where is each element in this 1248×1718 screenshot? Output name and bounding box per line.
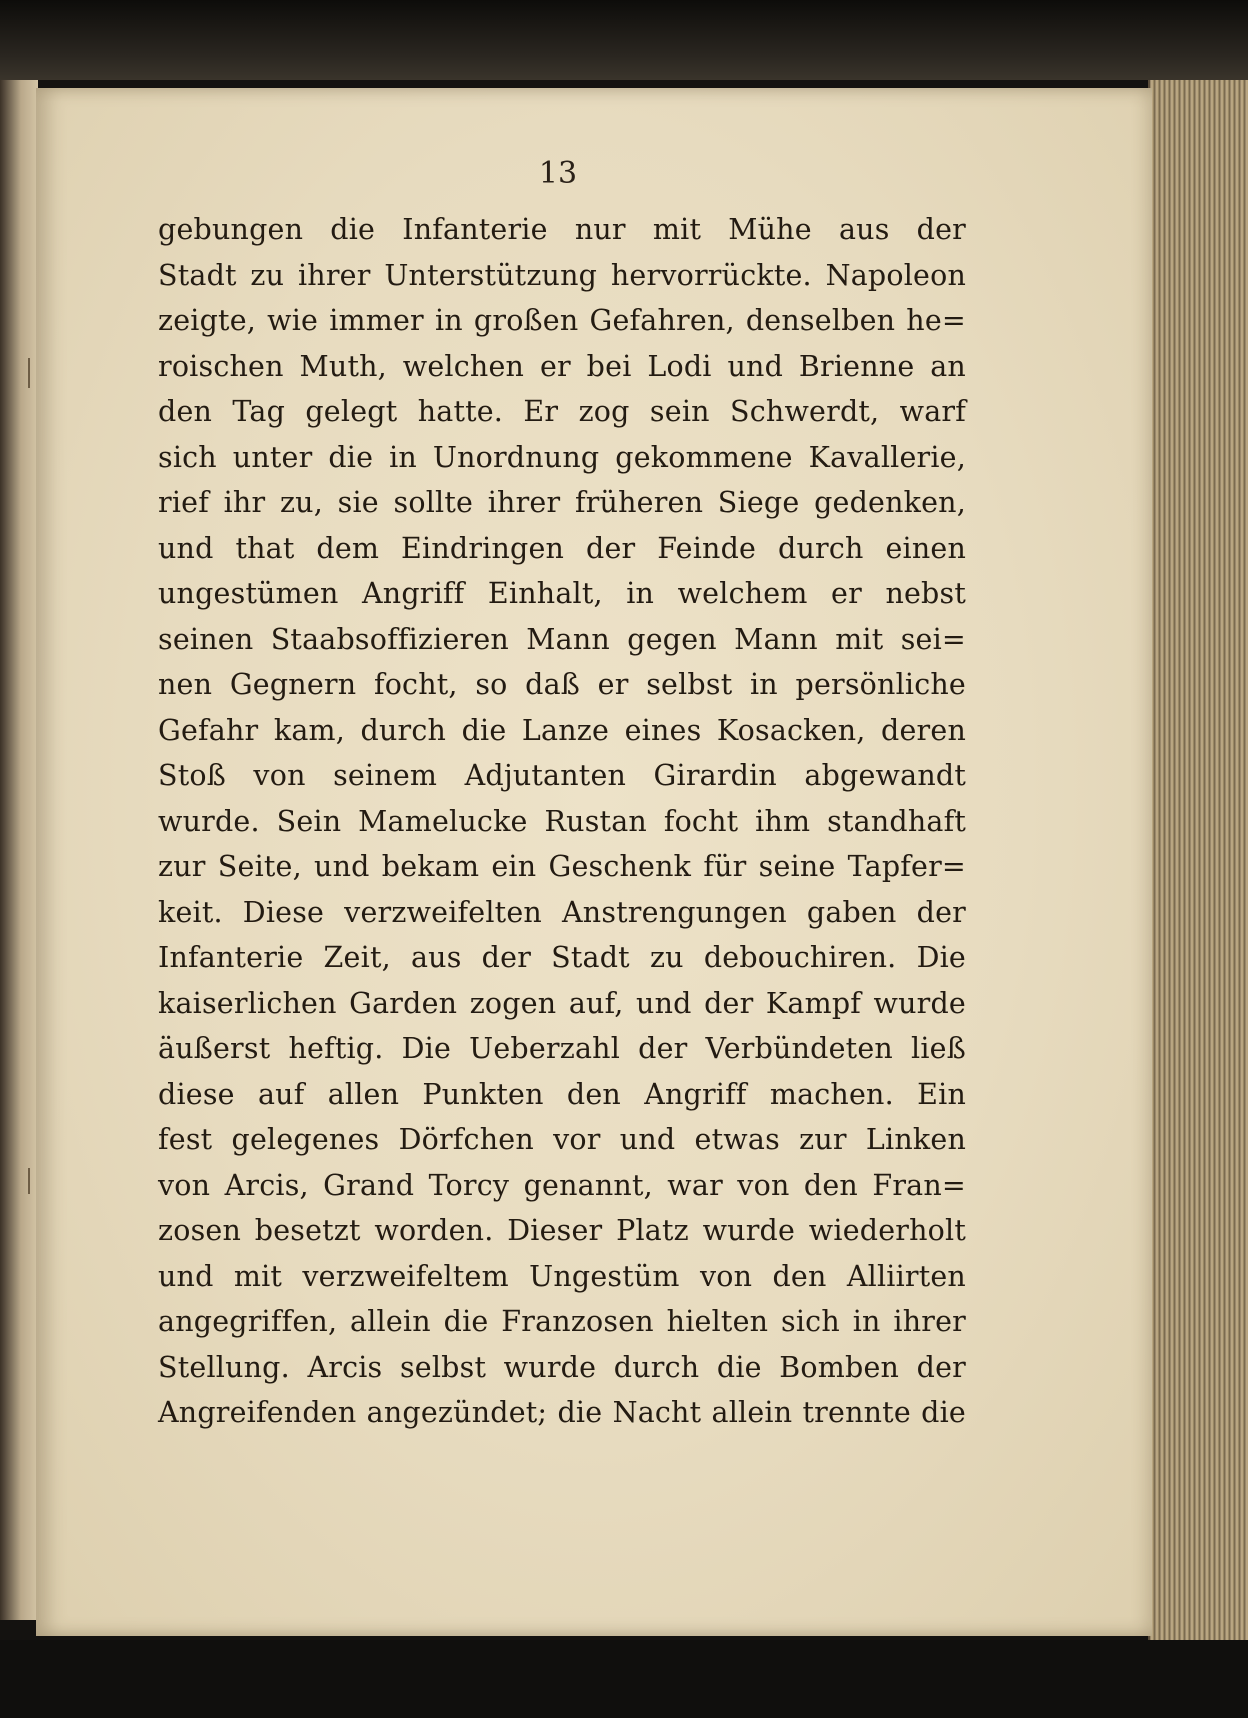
text-line: zeigte, wie immer in großen Gefahren, denselben he= xyxy=(158,304,966,337)
text-line: Infanterie Zeit, aus der Stadt zu debouchiren. Die xyxy=(158,941,966,974)
text-line: Stoß von seinem Adjutanten Girardin abgewandt xyxy=(158,759,966,792)
text-line: von Arcis, Grand Torcy genannt, war von den Fran= xyxy=(158,1168,966,1202)
margin-mark xyxy=(28,358,30,388)
text-line: Stadt zu ihrer Unterstützung hervorrückte. Napoleon xyxy=(158,258,966,292)
page-number: 13 xyxy=(538,156,578,191)
text-line: Stellung. Arcis selbst wurde durch die Bomben der xyxy=(158,1350,966,1384)
text-line: wurde. Sein Mamelucke Rustan focht ihm standhaft xyxy=(158,804,966,838)
page-stack-edge xyxy=(1148,80,1248,1640)
text-line: Angreifenden angezündet; die Nacht allein trennte die xyxy=(158,1396,966,1429)
text-line: diese auf allen Punkten den Angriff machen. Ein xyxy=(158,1077,966,1111)
text-line: roischen Muth, welchen er bei Lodi und Brienne an xyxy=(158,349,966,383)
margin-mark xyxy=(28,1168,30,1194)
text-line: und mit verzweifeltem Ungestüm von den Alliirten xyxy=(158,1259,966,1293)
text-line: rief ihr zu, sie sollte ihrer früheren Siege gedenken, xyxy=(158,486,966,519)
text-line: und that dem Eindringen der Feinde durch einen xyxy=(158,531,966,565)
book-top-edge xyxy=(0,0,1248,80)
text-line: zosen besetzt worden. Dieser Platz wurde wiederholt xyxy=(158,1214,966,1247)
text-line: gebungen die Infanterie nur mit Mühe aus der xyxy=(158,213,966,246)
text-line: ungestümen Angriff Einhalt, in welchem er nebst xyxy=(158,577,966,610)
text-line: den Tag gelegt hatte. Er zog sein Schwerdt, warf xyxy=(158,395,966,428)
text-line: fest gelegenes Dörfchen vor und etwas zur Linken xyxy=(158,1123,966,1156)
text-line: Gefahr kam, durch die Lanze eines Kosacken, deren xyxy=(158,713,966,747)
text-line: sich unter die in Unordnung gekommene Kavallerie, xyxy=(158,440,966,474)
text-line: angegriffen, allein die Franzosen hielten sich in ihrer xyxy=(158,1305,966,1338)
body-text xyxy=(158,207,966,1436)
text-line: keit. Diese verzweifelten Anstrengungen gaben der xyxy=(158,895,966,929)
book-bottom-edge xyxy=(0,1640,1248,1718)
text-line: äußerst heftig. Die Ueberzahl der Verbündeten ließ xyxy=(158,1032,966,1065)
text-line: nen Gegnern focht, so daß er selbst in persönliche xyxy=(158,668,966,701)
text-line: kaiserlichen Garden zogen auf, und der Kampf wurde xyxy=(158,986,966,1020)
text-line: zur Seite, und bekam ein Geschenk für seine Tapfer= xyxy=(158,850,966,883)
text-line: seinen Staabsoffizieren Mann gegen Mann mit sei= xyxy=(158,622,966,656)
previous-page-edge xyxy=(0,80,38,1620)
